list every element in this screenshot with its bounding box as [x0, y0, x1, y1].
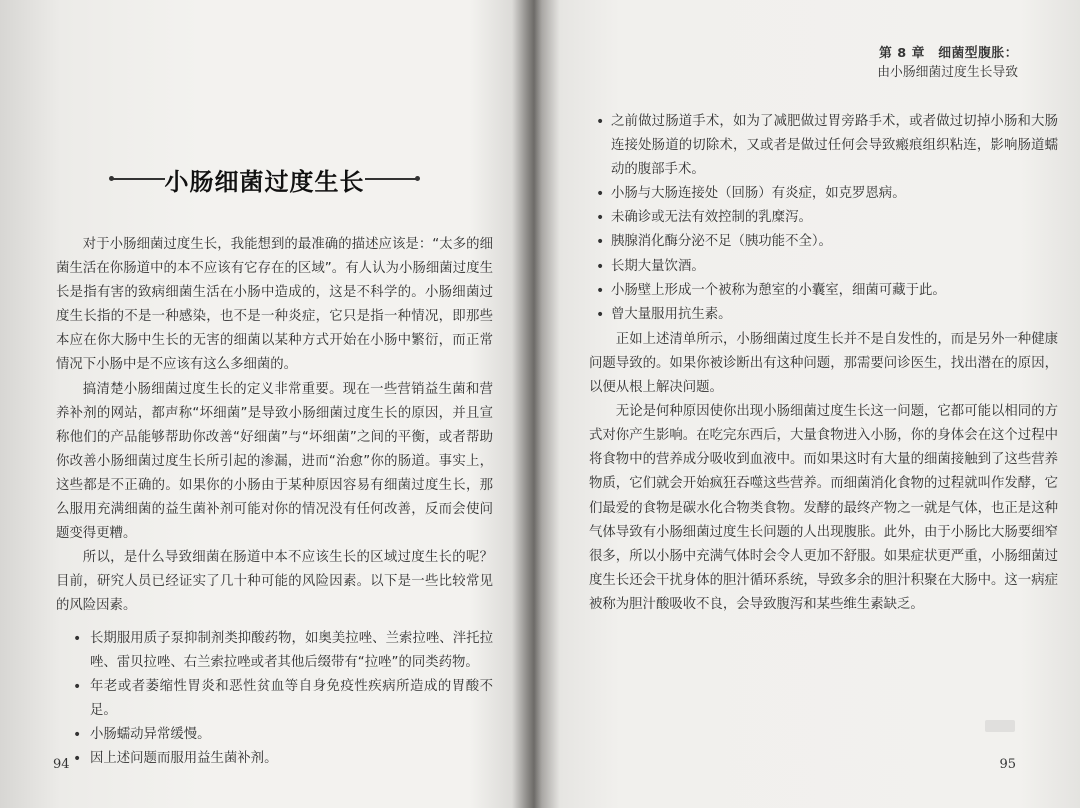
left-page-body: [56, 233, 493, 771]
running-head: [877, 44, 1018, 82]
body-paragraph: 无论是何种原因使你出现小肠细菌过度生长这一问题，它都可能以相同的方式对你产生影响。在吃完东西后，大量食物进入小肠，你的身体会在这个过程中将食物中的营养成分吸收到血液中。而如果这时有大量的细菌接触到了这些营养物质，它们就会开始疯狂吞噬这些营养。而细菌消化食物的过程就叫作发酵，它们最爱的食物是碳水化合物类食物。发酵的最终产物之一就是气体，也正是这种气体导致有小肠细菌过度生长问题的人出现腹胀。此外，由于小肠比大肠要细窄很多，所以小肠中充满气体时会令人更加不舒服。如果症状更严重，小肠细菌过度生长还会干扰身体的胆汁循环系统，导致多余的胆汁积聚在大肠中。这一病症被称为胆汁酸吸收不良，会导致腹泻和某些维生素缺乏。: [589, 404, 1058, 612]
scan-artifact: [985, 720, 1015, 732]
page-number: 94: [53, 757, 70, 772]
risk-factor-item: • 小肠壁上形成一个被称为憩室的小囊室，细菌可藏于此。: [589, 279, 1058, 303]
risk-factor-item: • 年老或者萎缩性胃炎和恶性贫血等自身免疫性疾病所造成的胃酸不足。: [56, 675, 493, 723]
right-page: [540, 0, 1080, 808]
risk-factor-item: • 之前做过肠道手术，如为了减肥做过胃旁路手术，或者做过切掉小肠和大肠连接处肠道的切除术，又或者是做过任何会导致瘢痕组织粘连，影响肠道蠕动的腹部手术。: [589, 110, 1058, 182]
chapter-subtitle: 由小肠细菌过度生长导致: [877, 65, 1018, 80]
page-number: 95: [999, 757, 1016, 772]
risk-factor-item: • 曾大量服用抗生素。: [589, 303, 1058, 327]
left-page: [0, 0, 530, 808]
chapter-heading: 第 8 章 细菌型腹胀：: [879, 46, 1018, 61]
right-page-body: [589, 110, 1058, 617]
body-paragraph: 搞清楚小肠细菌过度生长的定义非常重要。现在一些营销益生菌和营养补剂的网站，都声称“坏细菌”是导致小肠细菌过度生长的原因，并且宣称他们的产品能够帮助你改善“好细菌”与“坏细菌”之间的平衡，或者帮助你改善小肠细菌过度生长所引起的渗漏，进而“治愈”你的肠道。事实上，这些都是不正确的。如果你的小肠由于某种原因容易有细菌过度生长，那么服用充满细菌的益生菌补剂可能对你的情况没有任何改善，反而会使问题变得更糟。: [56, 381, 493, 542]
risk-factor-item: • 未确诊或无法有效控制的乳糜泻。: [589, 206, 1058, 230]
risk-factor-item: • 长期服用质子泵抑制剂类抑酸药物，如奥美拉唑、兰索拉唑、泮托拉唑、雷贝拉唑、右兰索拉唑或者其他后缀带有“拉唑”的同类药物。: [56, 627, 493, 675]
risk-factor-item: • 胰腺消化酶分泌不足（胰功能不全）。: [589, 230, 1058, 254]
risk-factor-item: • 长期大量饮酒。: [589, 255, 1058, 279]
heading-rule-right: [365, 178, 418, 180]
body-paragraph: 正如上述清单所示，小肠细菌过度生长并不是自发性的，而是另外一种健康问题导致的。如果你被诊断出有这种问题，那需要问诊医生，找出潜在的原因，以便从根上解决问题。: [589, 331, 1058, 396]
body-paragraph: 所以，是什么导致细菌在肠道中本不应该生长的区域过度生长的呢？目前，研究人员已经证实了几十种可能的风险因素。以下是一些比较常见的风险因素。: [56, 550, 493, 614]
risk-factor-item: • 小肠与大肠连接处（回肠）有炎症，如克罗恩病。: [589, 182, 1058, 206]
risk-factor-item: • 小肠蠕动异常缓慢。: [56, 723, 493, 747]
body-paragraph: 对于小肠细菌过度生长，我能想到的最准确的描述应该是：“太多的细菌生活在你肠道中的本不应该有它存在的区域”。有人认为小肠细菌过度生长是指有害的致病细菌生活在小肠中造成的，这是不科学的。小肠细菌过度生长指的不是一种感染，也不是一种炎症，它只是指一种情况，即那些本应在你大肠中生长的无害的细菌以某种方式开始在小肠中繁衍，而正常情况下小肠中是不应该有这么多细菌的。: [56, 237, 493, 373]
risk-factor-list: [56, 627, 493, 772]
section-heading: [112, 162, 417, 196]
risk-factor-list: [589, 110, 1058, 327]
heading-rule-left: [112, 178, 165, 180]
section-title: 小肠细菌过度生长: [164, 167, 365, 196]
risk-factor-item: • 因上述问题而服用益生菌补剂。: [56, 747, 493, 771]
